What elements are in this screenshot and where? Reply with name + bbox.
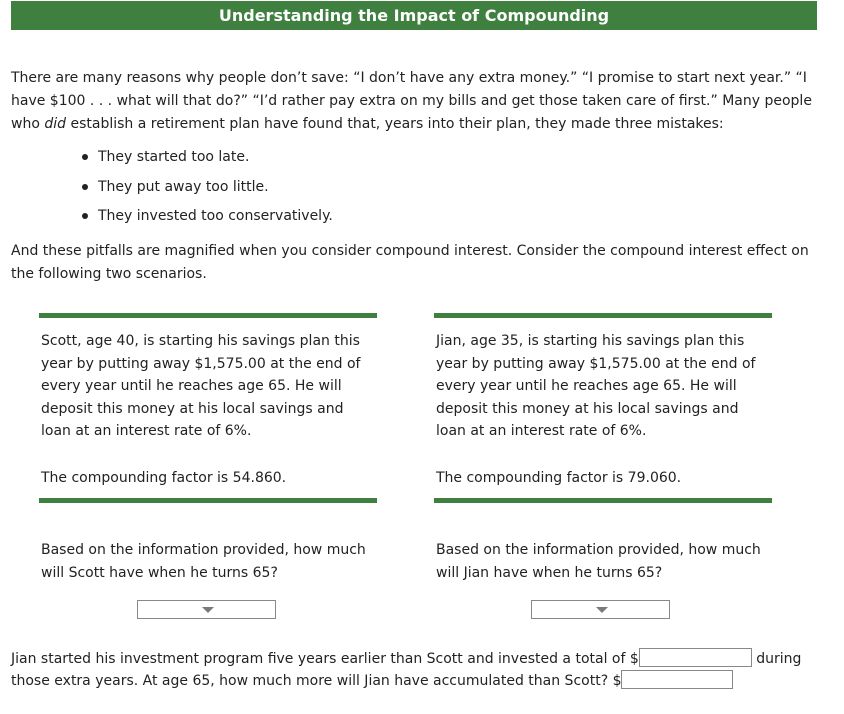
scenario-jian — [434, 313, 772, 584]
final-text-2: during those extra years. At age 65, how much more will Jian have accumulated than Scott? $ — [11, 651, 802, 689]
divider — [39, 313, 377, 318]
divider — [434, 313, 772, 318]
difference-amount-input[interactable] — [621, 670, 733, 689]
scenario-question: Based on the information provided, how much will Jian have when he turns 65? — [436, 542, 761, 581]
compounding-factor: The compounding factor is 79.060. — [436, 469, 682, 486]
scenario-description: Jian, age 35, is starting his savings plan this year by putting away $1,575.00 at the end of every year until he reaches age 65. He will deposit this money at his local savings and loan at an interest rate of 6%. — [436, 333, 756, 439]
mistakes-list — [70, 146, 333, 235]
compounding-factor: The compounding factor is 54.860. — [41, 469, 287, 486]
list-item: They put away too little. — [70, 176, 333, 206]
scenario-question: Based on the information provided, how much will Scott have when he turns 65? — [41, 542, 366, 581]
scenario-scott — [39, 313, 377, 584]
intro-text-1: There are many reasons why people don’t save: “I don’t have any extra money.” “I promise to start next year.” “I have $100 . . . what will that do?” “I’d rather pay extra on my bills and get those taken care of first.” Many people who — [11, 70, 812, 132]
chevron-down-icon — [596, 607, 608, 613]
final-text-1: Jian started his investment program five years earlier than Scott and invested a total of $ — [11, 651, 639, 667]
list-item: They invested too conservatively. — [70, 205, 333, 235]
pitfalls-paragraph: And these pitfalls are magnified when you consider compound interest. Consider the compound interest effect on the following two scenarios. — [11, 243, 809, 282]
scenario-description: Scott, age 40, is starting his savings plan this year by putting away $1,575.00 at the end of every year until he reaches age 65. He will deposit this money at his local savings and loan at an interest rate of 6%. — [41, 333, 361, 439]
intro-text-2: establish a retirement plan have found that, years into their plan, they made three mistakes: — [66, 116, 724, 132]
list-item: They started too late. — [70, 146, 333, 176]
scott-answer-dropdown[interactable] — [137, 600, 276, 619]
jian-answer-dropdown[interactable] — [531, 600, 670, 619]
intro-emphasis: did — [44, 116, 67, 132]
intro-paragraph — [11, 67, 817, 136]
page-title: Understanding the Impact of Compounding — [11, 1, 817, 30]
divider — [434, 498, 772, 503]
divider — [39, 498, 377, 503]
final-question — [11, 648, 831, 692]
extra-years-investment-input[interactable] — [639, 648, 752, 667]
chevron-down-icon — [202, 607, 214, 613]
